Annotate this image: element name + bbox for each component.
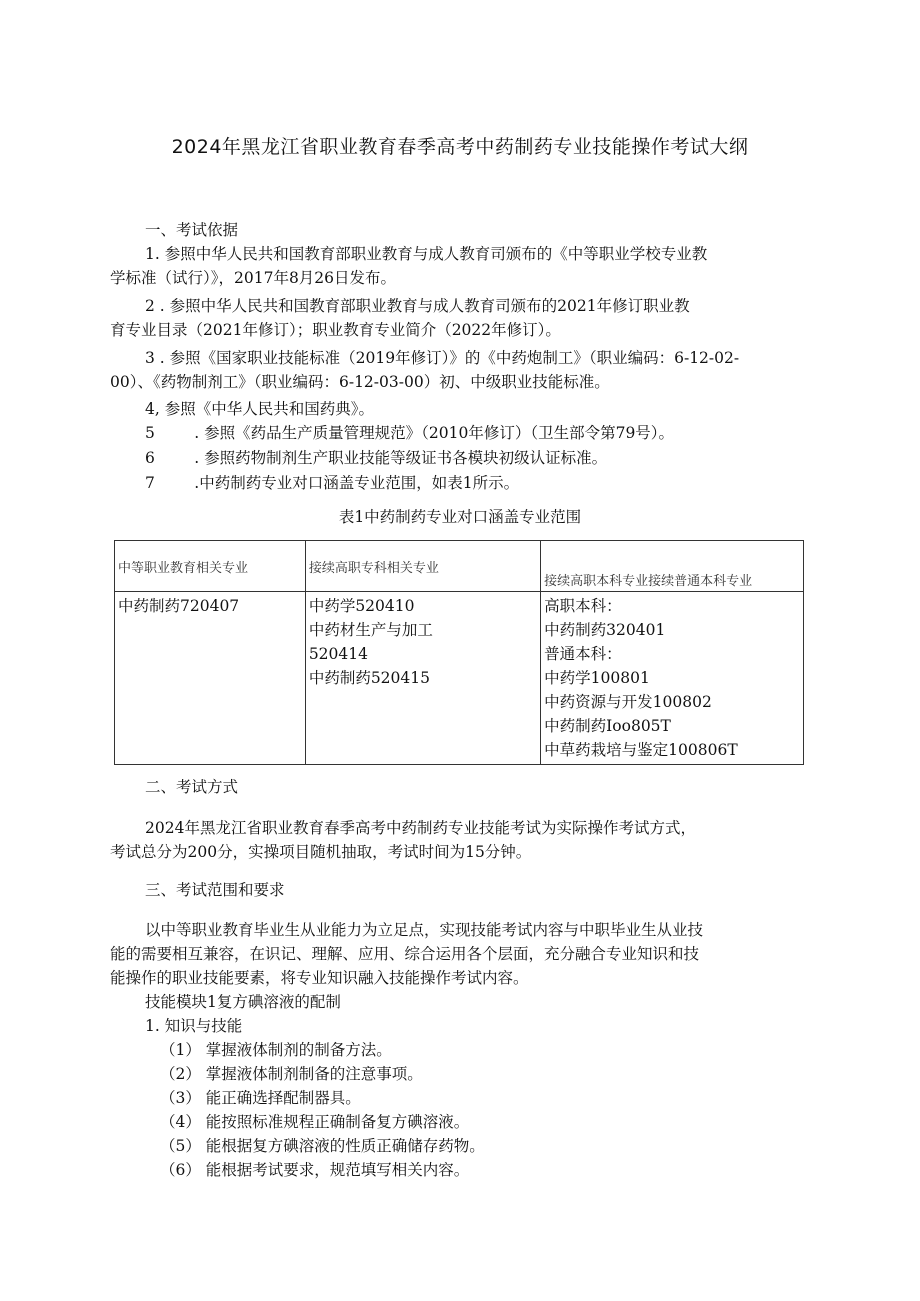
- cell-text: 中药材生产与加工: [308, 621, 433, 639]
- list-item: （5） 能根据复方碘溶液的性质正确储存药物。: [160, 1137, 485, 1155]
- cell-text: 中药资源与开发100802: [544, 693, 712, 711]
- table-cell: [541, 592, 804, 765]
- table-header-cell: 中等职业教育相关专业: [115, 541, 306, 592]
- paragraph-line: 4, 参照《中华人民共和国药典》。: [145, 400, 374, 418]
- paragraph-line: 3 . 参照《国家职业技能标准（2019年修订）》的《中药炮制工》（职业编码：6-12-02-: [145, 349, 740, 367]
- table-cell: [115, 592, 306, 765]
- paragraph-line: 考试总分为200分，实操项目随机抽取，考试时间为15分钟。: [110, 843, 532, 861]
- list-item: （1） 掌握液体制剂的制备方法。: [160, 1041, 392, 1059]
- table-header-cell: 接续高职本科专业接续普通本科专业: [541, 541, 804, 592]
- paragraph-line: 7 .中药制药专业对口涵盖专业范围，如表1所示。: [145, 474, 520, 492]
- cell-text: 中草药栽培与鉴定100806T: [544, 741, 738, 759]
- paragraph-line: 2 . 参照中华人民共和国教育部职业教育与成人教育司颁布的2021年修订职业教: [145, 297, 690, 315]
- paragraph-line: 能的需要相互兼容，在识记、理解、应用、综合运用各个层面，充分融合专业知识和技: [110, 945, 700, 963]
- module-heading: 技能模块1复方碘溶液的配制: [145, 993, 341, 1011]
- table-row: [115, 592, 804, 765]
- cell-text: 中药制药Ioo805T: [544, 717, 671, 735]
- cell-text: 高职本科：: [544, 597, 622, 615]
- paragraph-line: 00）、《药物制剂工》（职业编码：6-12-03-00）初、中级职业技能标准。: [110, 373, 610, 391]
- major-coverage-table: [114, 540, 804, 765]
- paragraph-line: 以中等职业教育毕业生从业能力为立足点，实现技能考试内容与中职毕业生从业技: [145, 921, 704, 939]
- paragraph-line: 学标准（试行）》，2017年8月26日发布。: [110, 269, 397, 287]
- table-caption: 表1中药制药专业对口涵盖专业范围: [338, 508, 582, 526]
- paragraph-line: 6 . 参照药物制剂生产职业技能等级证书各模块初级认证标准。: [145, 449, 608, 467]
- document-title: 2024年黑龙江省职业教育春季高考中药制药专业技能操作考试大纲: [171, 136, 749, 158]
- section-heading: 二、考试方式: [145, 778, 239, 796]
- subsection-heading: 1. 知识与技能: [145, 1017, 243, 1035]
- paragraph-line: 5 . 参照《药品生产质量管理规范》（2010年修订）（卫生部令第79号）。: [145, 424, 675, 442]
- cell-text: 中药制药520415: [308, 669, 430, 687]
- cell-text: 中药制药720407: [118, 597, 240, 615]
- list-item: （2） 掌握液体制剂制备的注意事项。: [160, 1065, 423, 1083]
- cell-text: 普通本科：: [544, 645, 622, 663]
- paragraph-line: 1. 参照中华人民共和国教育部职业教育与成人教育司颁布的《中等职业学校专业教: [145, 245, 708, 263]
- table-cell: [305, 592, 540, 765]
- cell-text: 中药制药320401: [544, 621, 666, 639]
- section-heading: 三、考试范围和要求: [145, 881, 285, 899]
- table-header-row: [115, 541, 804, 592]
- paragraph-line: 育专业目录（2021年修订）；职业教育专业简介（2022年修订）。: [110, 321, 561, 339]
- list-item: （3） 能正确选择配制器具。: [160, 1089, 361, 1107]
- list-item: （6） 能根据考试要求，规范填写相关内容。: [160, 1161, 470, 1179]
- paragraph-line: 能操作的职业技能要素，将专业知识融入技能操作考试内容。: [110, 969, 529, 987]
- cell-text: 中药学100801: [544, 669, 650, 687]
- cell-text: 520414: [308, 645, 368, 663]
- table-header-cell: 接续高职专科相关专业: [305, 541, 540, 592]
- paragraph-line: 2024年黑龙江省职业教育春季高考中药制药专业技能考试为实际操作考试方式，: [145, 819, 696, 837]
- list-item: （4） 能按照标准规程正确制备复方碘溶液。: [160, 1113, 470, 1131]
- cell-text: 中药学520410: [308, 597, 415, 615]
- section-heading: 一、考试依据: [145, 221, 239, 239]
